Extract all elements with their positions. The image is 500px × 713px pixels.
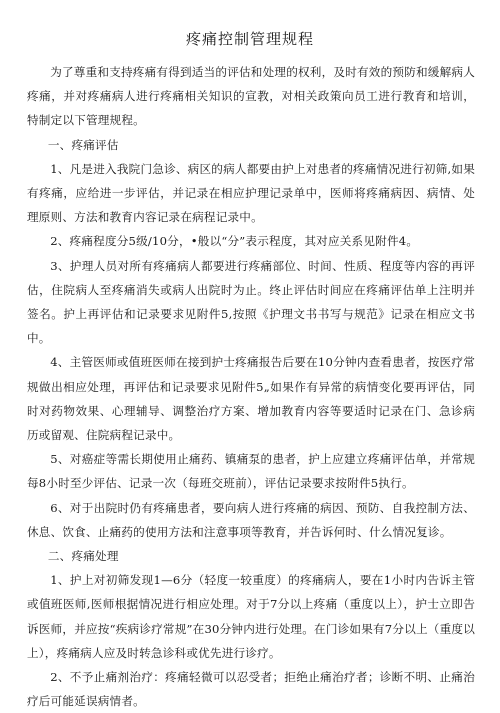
treatment-item-2: 2、不予止痛剂治疗：疼痛轻微可以忍受者；拒绝止痛治疗者；诊断不明、止痛治疗后可能延误病情者。: [27, 670, 475, 709]
assessment-item-4: 4、主管医师或值班医师在接到护士疼痛报告后要在10分钟内查看患者，按医疗常规做出相应处理，再评估和记录要求见附件5„如果作有异常的病情变化要再评估，同时对药物效果、心理辅导、调整治疗方案、增加教育内容等要适时记录在门、急诊病历或留观、住院病程记录中。: [27, 355, 475, 443]
document-title: 疼痛控制管理规程: [185, 30, 314, 48]
assessment-item-3: 3、护理人员对所有疼痛病人都要进行疼痛部位、时间、性质、程度等内容的再评估，住院病人至疼痛消失或病人出院时为止。终止评估时间应在疼痛评估单上注明并签名。护上再评估和记录要求见附件5,按照《护理文书书写与规范》记录在相应文书中。: [27, 258, 475, 346]
section-heading-pain-assessment: 一、疼痛评估: [47, 137, 119, 152]
assessment-item-5: 5、对癌症等需长期使用止痛药、镇痛泵的患者，护上应建立疼痛评估单，并常规每8小时至少评估、记录一次（每班交班前），评估记录要求按附件5执行。: [27, 452, 475, 491]
assessment-item-6: 6、对于出院时仍有疼痛患者，要向病人进行疼痛的病因、预防、自我控制方法、休息、饮食、止痛药的使用方法和注意事项等教育，并告诉何时、什么情况复诊。: [27, 500, 475, 539]
assessment-item-2: 2、疼痛程度分5级/10分，•般以“分”表示程度，其对应关系见附件4。: [50, 234, 419, 249]
treatment-item-1: 1、护上对初筛发现1—6分（轻度一较重度）的疼痛病人，要在1小时内告诉主管或值班医师,医师根据情况进行相应处理。对于7分以上疼痛（重度以上），护士立即告诉医师，并应按“疾病诊疗常规”在30分钟内进行处理。在门诊如果有7分以上（重度以上），疼痛病人应及时转急诊科或优先进行诊疗。: [27, 573, 475, 660]
assessment-item-1: 1、凡是进入我院门急诊、病区的病人都要由护上对患者的疼痛情况进行初筛,如果有疼痛，应给进一步评估，并记录在相应护理记录单中，医师将疼痛病因、病情、处理原则、方法和教育内容记录在病程记录中。: [27, 161, 475, 225]
intro-paragraph: 为了尊重和支持疼痛有得到适当的评估和处理的权利，及时有效的预防和缓解病人疼痛，并对疼痛病人进行疼痛相关知识的宣教，对相关政策向员工进行教育和培训，特制定以下管理规程。: [27, 65, 475, 128]
document-body: [27, 60, 475, 713]
section-heading-pain-treatment: 二、疼痛处理: [47, 549, 119, 564]
